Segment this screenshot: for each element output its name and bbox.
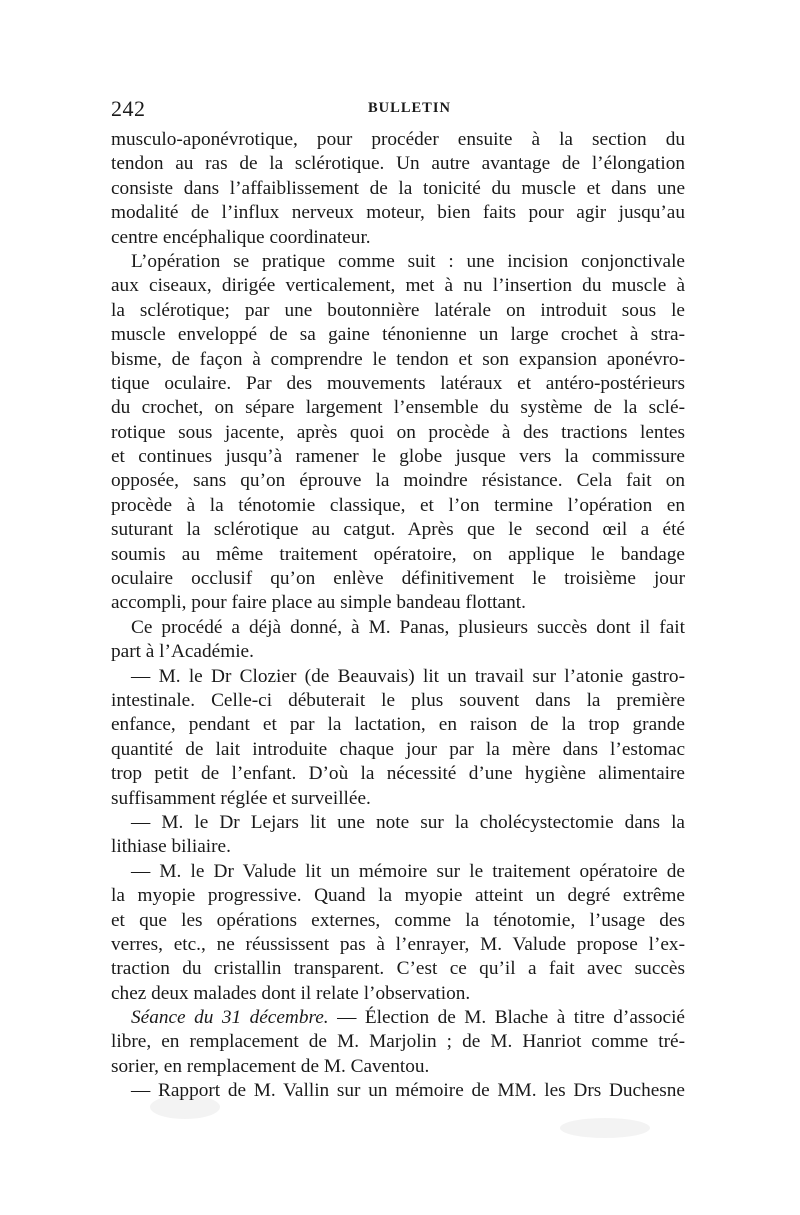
text-line-content: centre encéphalique coordinateur. <box>111 226 371 248</box>
text-line <box>111 1079 685 1103</box>
text-line <box>111 421 685 445</box>
text-line <box>111 616 685 640</box>
text-line <box>111 811 685 835</box>
text-line <box>111 884 685 908</box>
text-line <box>111 348 685 372</box>
text-line-content: suffisamment réglée et surveillée. <box>111 787 371 809</box>
text-line <box>111 274 685 298</box>
text-line <box>111 665 685 689</box>
text-line <box>111 250 685 274</box>
text-line-content: la myopie progressive. Quand la myopie atteint un degré extrême <box>111 885 685 907</box>
page-header <box>111 96 685 126</box>
text-line <box>111 957 685 981</box>
text-line-content: lithiase biliaire. <box>111 836 231 858</box>
text-line <box>111 299 685 323</box>
text-line <box>111 567 685 591</box>
text-line-content: modalité de l’influx nerveux moteur, bien faits pour agir jusqu’au <box>111 202 685 224</box>
text-line-content: rotique sous jacente, après quoi on procède à des tractions lentes <box>111 421 685 443</box>
text-line-content: part à l’Académie. <box>111 641 254 663</box>
text-line <box>111 787 685 811</box>
text-line <box>111 518 685 542</box>
text-line <box>111 591 685 615</box>
text-line <box>111 835 685 859</box>
text-line <box>111 909 685 933</box>
text-line <box>111 982 685 1006</box>
text-line-content: quantité de lait introduite chaque jour par la mère dans l’estomac <box>111 738 685 760</box>
text-line <box>111 177 685 201</box>
text-line <box>111 933 685 957</box>
text-line-content: tendon au ras de la sclérotique. Un autre avantage de l’élongation <box>111 153 685 175</box>
text-line <box>111 640 685 664</box>
text-line <box>111 469 685 493</box>
text-line-content: la sclérotique; par une boutonnière latérale on introduit sous le <box>111 299 685 321</box>
text-line <box>111 689 685 713</box>
text-line <box>111 738 685 762</box>
body-text <box>111 128 685 1104</box>
text-line-content: tique oculaire. Par des mouvements latéraux et antéro-postérieurs <box>111 372 685 394</box>
text-line-content: bisme, de façon à comprendre le tendon et son expansion aponévro- <box>111 348 685 370</box>
text-line <box>111 762 685 786</box>
text-line-content: Ce procédé a déjà donné, à M. Panas, plusieurs succès dont il fait <box>131 616 685 638</box>
text-line-content: libre, en remplacement de M. Marjolin ; de M. Hanriot comme tré- <box>111 1031 685 1053</box>
text-line-content: — Rapport de M. Vallin sur un mémoire de MM. les Drs Duchesne <box>131 1080 685 1102</box>
text-line <box>111 372 685 396</box>
text-line-content: verres, etc., ne réussissent pas à l’enrayer, M. Valude propose l’ex- <box>111 933 685 955</box>
text-line-content: sorier, en remplacement de M. Caventou. <box>111 1055 430 1077</box>
text-line-content: — M. le Dr Lejars lit une note sur la cholécystectomie dans la <box>131 811 685 833</box>
text-line-content: chez deux malades dont il relate l’observation. <box>111 982 471 1004</box>
text-line <box>111 494 685 518</box>
text-line <box>111 1030 685 1054</box>
text-line <box>111 201 685 225</box>
text-line-content: enfance, pendant et par la lactation, en raison de la trop grande <box>111 714 685 736</box>
text-line-content: et continues jusqu’à ramener le globe jusque vers la commissure <box>111 446 685 468</box>
text-line <box>111 445 685 469</box>
text-line <box>111 860 685 884</box>
text-line <box>111 543 685 567</box>
text-line-content: muscle enveloppé de sa gaine ténonienne un large crochet à stra- <box>111 324 685 346</box>
text-line <box>111 128 685 152</box>
text-line-content: musculo-aponévrotique, pour procéder ensuite à la section du <box>111 129 685 150</box>
text-line-content: soumis au même traitement opératoire, on applique le bandage <box>111 543 685 565</box>
text-line-content: suturant la sclérotique au catgut. Après que le second œil a été <box>111 519 685 541</box>
text-line-content: trop petit de l’enfant. D’où la nécessité d’une hygiène alimentaire <box>111 763 685 785</box>
text-line <box>111 713 685 737</box>
text-line <box>111 152 685 176</box>
text-line-content: — M. le Dr Valude lit un mémoire sur le traitement opératoire de <box>131 860 685 882</box>
text-line <box>111 323 685 347</box>
text-line-content: intestinale. Celle-ci débuterait le plus souvent dans la première <box>111 689 685 711</box>
text-line-content: — Élection de M. Blache à titre d’associé <box>337 1007 685 1029</box>
paper-stain <box>560 1118 650 1138</box>
text-line <box>111 1055 685 1079</box>
page-number: 242 <box>111 96 146 121</box>
text-line-content: consiste dans l’affaiblissement de la tonicité du muscle et dans une <box>111 177 685 199</box>
text-line-content: accompli, pour faire place au simple bandeau flottant. <box>111 592 526 614</box>
text-line-content: opposée, sans qu’on éprouve la moindre résistance. Cela fait on <box>111 470 685 492</box>
text-line-content: L’opération se pratique comme suit : une incision conjonctivale <box>131 250 685 272</box>
text-line <box>111 1006 685 1030</box>
text-line-content: aux ciseaux, dirigée verticalement, met à nu l’insertion du muscle à <box>111 275 685 297</box>
text-line <box>111 226 685 250</box>
text-line-content: — M. le Dr Clozier (de Beauvais) lit un travail sur l’atonie gastro- <box>131 665 685 687</box>
text-line-content: et que les opérations externes, comme la ténotomie, l’usage des <box>111 909 685 931</box>
text-line-content: du crochet, on sépare largement l’ensemble du système de la sclé- <box>111 397 685 419</box>
session-heading: Séance du 31 décembre. <box>131 1007 329 1029</box>
text-line-content: oculaire occlusif qu’on enlève définitivement le troisième jour <box>111 568 685 590</box>
text-line-content: procède à la ténotomie classique, et l’on termine l’opération en <box>111 494 685 516</box>
text-line-content: traction du cristallin transparent. C’est ce qu’il a fait avec succès <box>111 958 685 980</box>
running-head: BULLETIN <box>368 100 451 116</box>
text-line <box>111 396 685 420</box>
